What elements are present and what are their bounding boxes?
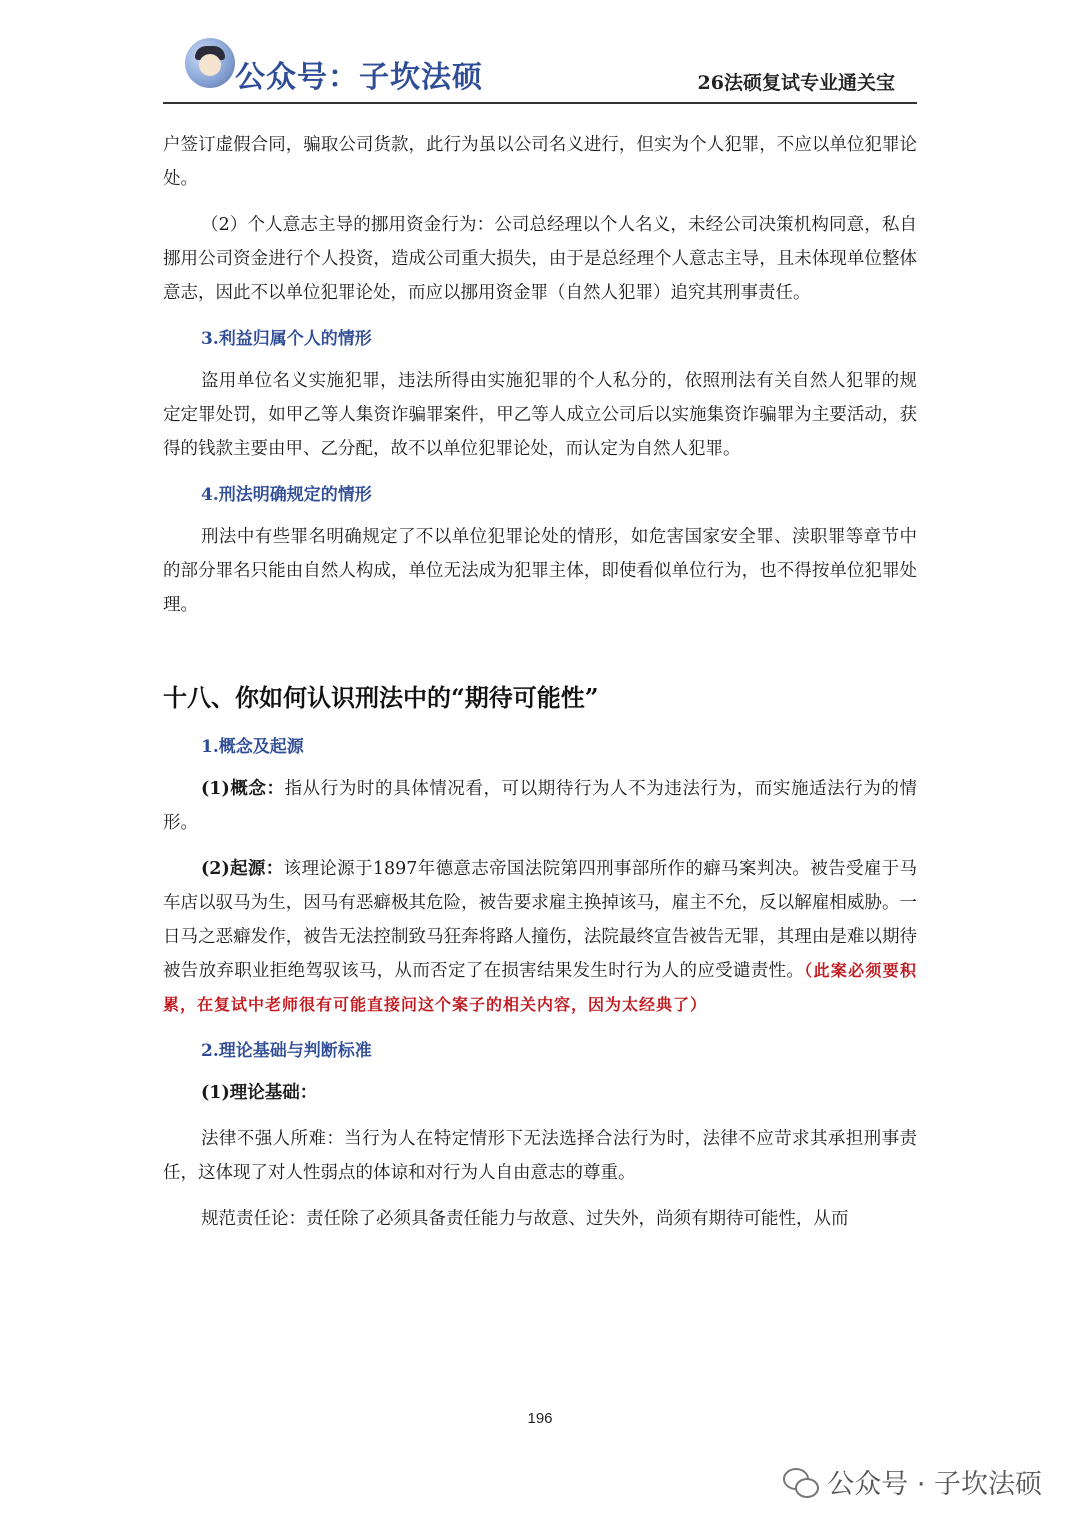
page-content — [163, 128, 917, 1236]
paragraph: 刑法中有些罪名明确规定了不以单位犯罪论处的情形，如危害国家安全罪、渎职罪等章节中的部分罪名只能由自然人构成，单位无法成为犯罪主体，即使看似单位行为，也不得按单位犯罪处理。 — [163, 527, 917, 615]
paragraph: 规范责任论：责任除了必须具备责任能力与故意、过失外，尚须有期待可能性，从而 — [201, 1209, 849, 1229]
paragraph — [163, 852, 917, 1022]
watermark — [783, 1462, 1042, 1501]
paragraph — [163, 772, 917, 840]
avatar-logo-icon — [185, 38, 235, 88]
red-note: （此案必须要积累，在复试中老师很有可能直接问这个案子的相关内容，因为太经典了） — [163, 961, 917, 1014]
paragraph: 户签订虚假合同，骗取公司货款，此行为虽以公司名义进行，但实为个人犯罪，不应以单位犯罪论处。 — [163, 135, 917, 189]
page-number: 196 — [527, 1410, 553, 1427]
section-heading: 3.利益归属个人的情形 — [201, 329, 372, 349]
term-text: 指从行为时的具体情况看，可以期待行为人不为违法行为，而实施适法行为的情形。 — [163, 779, 917, 833]
section-heading: 2.理论基础与判断标准 — [201, 1041, 372, 1061]
paragraph: 盗用单位名义实施犯罪，违法所得由实施犯罪的个人私分的，依照刑法有关自然人犯罪的规定定罪处罚，如甲乙等人集资诈骗罪案件，甲乙等人成立公司后以实施集资诈骗罪为主要活动，获得的钱款主要由甲、乙分配，故不以单位犯罪论处，而认定为自然人犯罪。 — [163, 371, 917, 459]
brand-title: 公众号：子坎法硕 — [235, 60, 483, 95]
paragraph: 法律不强人所难：当行为人在特定情形下无法选择合法行为时，法律不应苛求其承担刑事责任，这体现了对人性弱点的体谅和对行为人自由意志的尊重。 — [163, 1129, 917, 1183]
book-title: 26法硕复试专业通关宝 — [697, 72, 895, 94]
subheading: (1)理论基础： — [201, 1083, 318, 1103]
wechat-icon — [783, 1468, 817, 1496]
section-heading: 1.概念及起源 — [201, 737, 304, 757]
chapter-heading: 十八、你如何认识刑法中的“期待可能性” — [163, 683, 599, 712]
section-heading: 4.刑法明确规定的情形 — [201, 485, 372, 505]
term-text: 该理论源于1897年德意志帝国法院第四刑事部所作的癖马案判决。被告受雇于马车店以驭马为生，因马有恶癖极其危险，被告要求雇主换掉该马，雇主不允，反以解雇相威胁。一日马之恶癖发作，被告无法控制致马狂奔将路人撞伤，法院最终宣告被告无罪，其理由是难以期待被告放弃职业拒绝驾驭该马，从而否定了在损害结果发生时行为人的应受谴责性。 — [163, 859, 917, 981]
paragraph: （2）个人意志主导的挪用资金行为：公司总经理以个人名义，未经公司决策机构同意，私自挪用公司资金进行个人投资，造成公司重大损失，由于是总经理个人意志主导，且未体现单位整体意志，因此不以单位犯罪论处，而应以挪用资金罪（自然人犯罪）追究其刑事责任。 — [163, 215, 917, 303]
page-header — [163, 30, 917, 104]
term-label: (2)起源： — [201, 859, 284, 879]
watermark-text: 公众号 · 子坎法硕 — [827, 1469, 1042, 1500]
term-label: (1)概念： — [201, 779, 285, 799]
